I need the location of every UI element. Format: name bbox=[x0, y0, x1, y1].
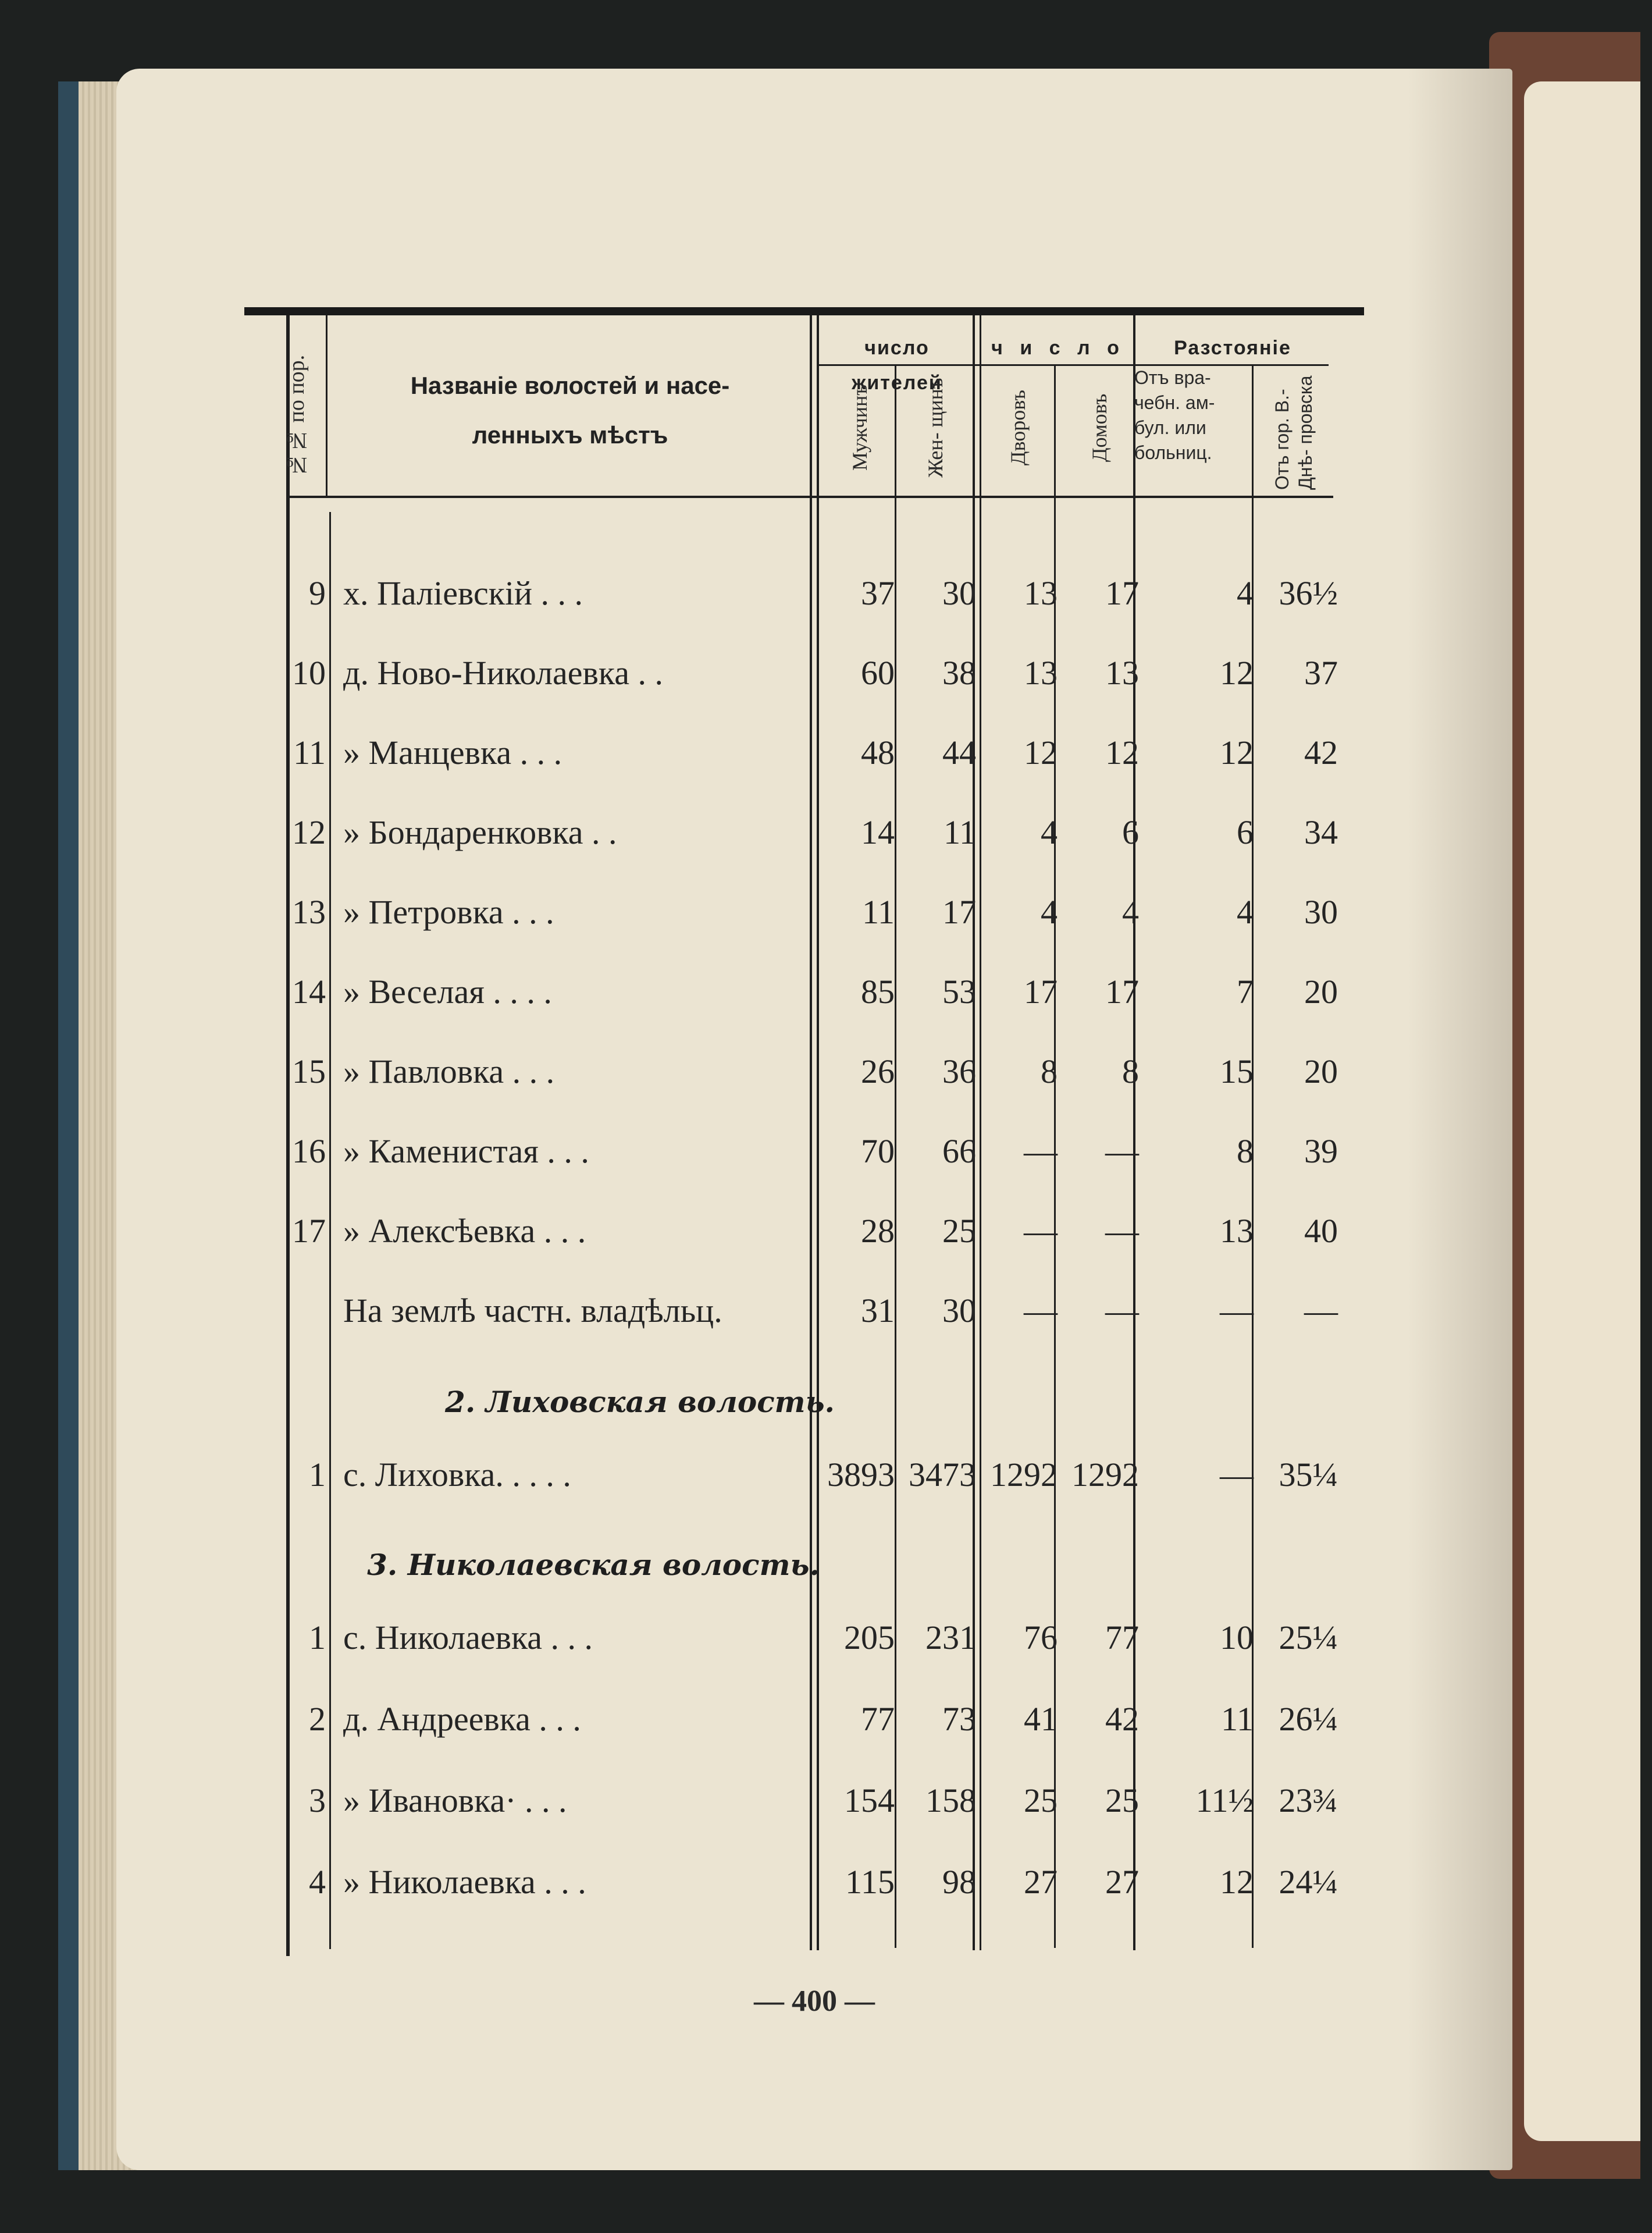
place-name: На землѣ частн. владѣльц. bbox=[343, 1292, 722, 1329]
men-count: 70 bbox=[861, 1132, 895, 1170]
distance-doctor: 12 bbox=[1220, 1863, 1254, 1901]
place-name: с. Лиховка. . . . . bbox=[343, 1456, 571, 1494]
row-number: 9 bbox=[309, 574, 326, 612]
table-row bbox=[0, 963, 1652, 1021]
header-distance-city: Отъ гор. В.-Днѣ- провска bbox=[1272, 375, 1316, 490]
header-yards: Дворовъ bbox=[1006, 389, 1030, 466]
place-name: » Алексѣевка . . . bbox=[343, 1212, 586, 1250]
distance-doctor: 12 bbox=[1220, 654, 1254, 692]
header-inhabitants-group: число жителей bbox=[852, 337, 942, 394]
distance-doctor: 8 bbox=[1237, 1132, 1254, 1170]
women-count: 44 bbox=[942, 734, 976, 771]
table-top-rule bbox=[244, 307, 1364, 315]
yards-count: 25 bbox=[1024, 1782, 1058, 1819]
distance-city: 25¼ bbox=[1279, 1619, 1338, 1656]
distance-doctor: — bbox=[1220, 1456, 1254, 1494]
houses-count: 17 bbox=[1105, 973, 1139, 1011]
women-count: 73 bbox=[942, 1700, 976, 1738]
distance-doctor: 10 bbox=[1220, 1619, 1254, 1656]
table-row bbox=[0, 1772, 1652, 1830]
women-count: 158 bbox=[925, 1782, 976, 1819]
houses-count: 6 bbox=[1122, 813, 1139, 851]
distance-city: 39 bbox=[1304, 1132, 1338, 1170]
yards-count: 4 bbox=[1041, 893, 1058, 931]
table-row bbox=[0, 803, 1652, 862]
houses-count: 8 bbox=[1122, 1053, 1139, 1090]
row-number: 15 bbox=[292, 1053, 326, 1090]
men-count: 26 bbox=[861, 1053, 895, 1090]
distance-city: 30 bbox=[1304, 893, 1338, 931]
men-count: 85 bbox=[861, 973, 895, 1011]
row-number: 10 bbox=[292, 654, 326, 692]
row-number: 16 bbox=[292, 1132, 326, 1170]
section-title-likhovka: 2. Лиховская волость. bbox=[445, 1385, 835, 1419]
distance-doctor: 7 bbox=[1237, 973, 1254, 1011]
women-count: 11 bbox=[944, 813, 976, 851]
houses-count: 17 bbox=[1105, 574, 1139, 612]
place-name: » Николаевка . . . bbox=[343, 1863, 586, 1901]
table-row bbox=[0, 1446, 1652, 1504]
men-count: 154 bbox=[844, 1782, 895, 1819]
distance-doctor: 15 bbox=[1220, 1053, 1254, 1090]
table-row bbox=[0, 564, 1652, 623]
men-count: 11 bbox=[862, 893, 895, 931]
distance-doctor: — bbox=[1220, 1292, 1254, 1329]
women-count: 36 bbox=[942, 1053, 976, 1090]
men-count: 31 bbox=[861, 1292, 895, 1329]
place-name: » Бондаренковка . . bbox=[343, 813, 617, 851]
header-distance-group: Разстояніе bbox=[1174, 337, 1291, 359]
distance-city: 35¼ bbox=[1279, 1456, 1338, 1494]
table-row bbox=[0, 1853, 1652, 1911]
yards-count: 41 bbox=[1024, 1700, 1058, 1738]
distance-city: 40 bbox=[1304, 1212, 1338, 1250]
distance-city: 34 bbox=[1304, 813, 1338, 851]
header-row-number: №№ по пор. bbox=[284, 354, 309, 478]
header-place-name bbox=[349, 361, 791, 460]
yards-count: 17 bbox=[1024, 973, 1058, 1011]
place-name: с. Николаевка . . . bbox=[343, 1619, 593, 1656]
header-place-name-line2: ленныхъ мѣстъ bbox=[472, 421, 668, 449]
header-men: Мужчинъ bbox=[848, 385, 871, 471]
distance-doctor: 11 bbox=[1221, 1700, 1254, 1738]
distance-doctor: 12 bbox=[1220, 734, 1254, 771]
table-row bbox=[0, 883, 1652, 941]
row-number: 2 bbox=[309, 1700, 326, 1738]
houses-count: 13 bbox=[1105, 654, 1139, 692]
distance-city: 26¼ bbox=[1279, 1700, 1338, 1738]
yards-count: 12 bbox=[1024, 734, 1058, 771]
distance-city: 24¼ bbox=[1279, 1863, 1338, 1901]
women-count: 38 bbox=[942, 654, 976, 692]
men-count: 77 bbox=[861, 1700, 895, 1738]
row-number: 11 bbox=[293, 734, 326, 771]
place-name: д. Андреевка . . . bbox=[343, 1700, 581, 1738]
distance-doctor: 4 bbox=[1237, 893, 1254, 931]
men-count: 115 bbox=[845, 1863, 895, 1901]
table-row bbox=[0, 1122, 1652, 1180]
yards-count: 1292 bbox=[990, 1456, 1058, 1494]
row-number: 1 bbox=[309, 1456, 326, 1494]
row-number: 4 bbox=[309, 1863, 326, 1901]
houses-count: 27 bbox=[1105, 1863, 1139, 1901]
distance-city: — bbox=[1304, 1292, 1338, 1329]
men-count: 3893 bbox=[827, 1456, 895, 1494]
distance-city: 36½ bbox=[1279, 574, 1338, 612]
houses-count: — bbox=[1105, 1292, 1139, 1329]
yards-count: 76 bbox=[1024, 1619, 1058, 1656]
women-count: 25 bbox=[942, 1212, 976, 1250]
yards-count: 13 bbox=[1024, 654, 1058, 692]
houses-count: — bbox=[1105, 1132, 1139, 1170]
men-count: 28 bbox=[861, 1212, 895, 1250]
header-distance-doctor: Отъ вра- чебн. ам- бул. или больниц. bbox=[1134, 367, 1215, 463]
place-name: » Ивановка· . . . bbox=[343, 1782, 567, 1819]
houses-count: 77 bbox=[1105, 1619, 1139, 1656]
women-count: 66 bbox=[942, 1132, 976, 1170]
houses-count: 4 bbox=[1122, 893, 1139, 931]
distance-doctor: 4 bbox=[1237, 574, 1254, 612]
women-count: 17 bbox=[942, 893, 976, 931]
header-women: Жен- щинъ bbox=[924, 378, 947, 478]
distance-city: 37 bbox=[1304, 654, 1338, 692]
table-row bbox=[0, 1202, 1652, 1260]
place-name: » Павловка . . . bbox=[343, 1053, 555, 1090]
place-name: » Веселая . . . . bbox=[343, 973, 552, 1011]
table-row bbox=[0, 1282, 1652, 1340]
row-number: 3 bbox=[309, 1782, 326, 1819]
men-count: 60 bbox=[861, 654, 895, 692]
men-count: 48 bbox=[861, 734, 895, 771]
distance-city: 20 bbox=[1304, 1053, 1338, 1090]
distance-city: 23¾ bbox=[1279, 1782, 1338, 1819]
facing-page-edge bbox=[1524, 81, 1640, 2141]
table-row bbox=[0, 1609, 1652, 1667]
women-count: 3473 bbox=[909, 1456, 976, 1494]
distance-doctor: 13 bbox=[1220, 1212, 1254, 1250]
houses-count: 25 bbox=[1105, 1782, 1139, 1819]
table-row bbox=[0, 1043, 1652, 1101]
women-count: 231 bbox=[925, 1619, 976, 1656]
distance-doctor: 6 bbox=[1237, 813, 1254, 851]
distance-city: 20 bbox=[1304, 973, 1338, 1011]
distance-city: 42 bbox=[1304, 734, 1338, 771]
houses-count: 1292 bbox=[1071, 1456, 1139, 1494]
men-count: 205 bbox=[844, 1619, 895, 1656]
row-number: 17 bbox=[292, 1212, 326, 1250]
page-number: — 400 — bbox=[754, 1985, 875, 2018]
yards-count: — bbox=[1024, 1132, 1058, 1170]
place-name: д. Ново-Николаевка . . bbox=[343, 654, 663, 692]
yards-count: 27 bbox=[1024, 1863, 1058, 1901]
section-title-nikolaevka: 3. Николаевская волость. bbox=[367, 1548, 820, 1582]
yards-count: 4 bbox=[1041, 813, 1058, 851]
header-count-group: ч и с л о bbox=[991, 337, 1125, 359]
col-divider-num bbox=[326, 315, 327, 496]
women-count: 30 bbox=[942, 574, 976, 612]
men-count: 14 bbox=[861, 813, 895, 851]
header-houses: Домовъ bbox=[1088, 393, 1111, 462]
women-count: 30 bbox=[942, 1292, 976, 1329]
yards-count: 8 bbox=[1041, 1053, 1058, 1090]
place-name: х. Паліевскій . . . bbox=[343, 574, 583, 612]
women-count: 53 bbox=[942, 973, 976, 1011]
houses-count: 42 bbox=[1105, 1700, 1139, 1738]
place-name: » Каменистая . . . bbox=[343, 1132, 589, 1170]
men-count: 37 bbox=[861, 574, 895, 612]
header-place-name-line1: Названіе волостей и насе- bbox=[410, 372, 730, 399]
row-number: 13 bbox=[292, 893, 326, 931]
row-number: 1 bbox=[309, 1619, 326, 1656]
houses-count: 12 bbox=[1105, 734, 1139, 771]
yards-count: — bbox=[1024, 1212, 1058, 1250]
row-number: 12 bbox=[292, 813, 326, 851]
distance-doctor: 11½ bbox=[1195, 1782, 1254, 1819]
women-count: 98 bbox=[942, 1863, 976, 1901]
place-name: » Петровка . . . bbox=[343, 893, 554, 931]
table-row bbox=[0, 644, 1652, 702]
row-number: 14 bbox=[292, 973, 326, 1011]
table-row bbox=[0, 724, 1652, 782]
table-row bbox=[0, 1690, 1652, 1748]
yards-count: 13 bbox=[1024, 574, 1058, 612]
yards-count: — bbox=[1024, 1292, 1058, 1329]
place-name: » Манцевка . . . bbox=[343, 734, 562, 771]
houses-count: — bbox=[1105, 1212, 1139, 1250]
